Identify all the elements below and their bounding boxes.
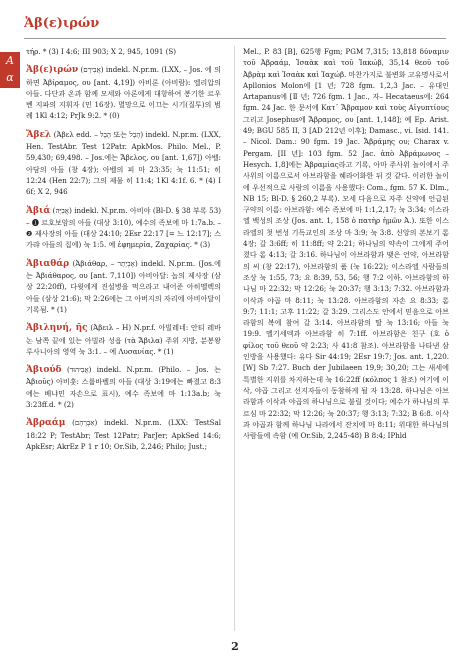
dictionary-entry xyxy=(26,64,221,121)
section-tab-upper: A xyxy=(6,54,14,67)
entry-headword: Ἄβελ xyxy=(26,129,52,140)
dictionary-entry xyxy=(26,322,221,357)
dictionary-entry xyxy=(26,129,221,198)
dictionary-entry xyxy=(26,417,221,452)
entry-headword: Ἀβιληνή, ῆς xyxy=(26,323,88,334)
entry-text: (Ἀβιάθαρ, – אֶבְיָתָר) indekl. N.pr.m. (Jos.에는 Ἀβιάθαρος, ου [ant. 7,110]) 아비아달: 놉의 제사장 (삼상 22:20ff), 다윗에게 진설병을 먹으라고 내어준 아히멜렉의 아들 (삼상 21:6); 막 2:26에는 그 아버지의 자리에 아비아달이 기록됨. * (1) xyxy=(26,258,221,314)
dictionary-entry xyxy=(26,46,221,57)
entry-text: (Ἀβειλ – H) N.pr.f. 아빌레네: 안티 레바논 남쪽 끝에 있는 아빌라 성읍 (τὰ Ἄβιλα) 주위 지방, 분봉왕 루사니아의 영역 눅 3:1. – 예 Λυσανίας. * (1) xyxy=(26,323,221,356)
dictionary-entry xyxy=(26,364,221,410)
section-tab-lower: α xyxy=(6,71,14,84)
entry-text: (Ἀβελ edd. – הֶבֶל 또는 הָבֶל) indekl. N.pr.m. (LXX, Hen. TestAbr. Test 12Patr. ApkMos. Philo. Mel., P. 59,430; 69,498. – Jos.에는 Ἄβελος, ου [ant. 1,67]) 아벨: 아담의 아들 (창 4장); 아벨의 피 마 23:35; 눅 11:51; 히 12:24 (Hen 22:7); 그의 제물 히 11:4; 1Kl 4:1f. 6. * (4) I 6f; X 2, 946 xyxy=(26,129,221,197)
entry-headword: Ἀβιαθάρ xyxy=(26,258,70,269)
entry-text: (אֲבִיהוּד) indekl. N.pr.m. (Philo. – Jos. 는 Ἀβιοῦς) 아비훗: 스룹바벨의 아들 (대상 3:19에는 빠졌고 8:3에는 베냐민 자손으로 표시), 예수 족보에 마 1:13a.b; 눅 3:23ff.d. * (2) xyxy=(26,365,221,410)
entry-headword: Ἀβραάμ xyxy=(26,418,66,429)
dictionary-entry xyxy=(26,205,221,251)
dictionary-entry xyxy=(26,258,221,315)
entry-headword: Ἀβ(ε)ιρών xyxy=(26,65,79,76)
entry-headword: Ἀβιά xyxy=(26,205,51,216)
left-column xyxy=(26,46,221,459)
entry-text: (אַבְרָהָם) indekl. N.pr.m. (LXX: TestSal 18:22 P; TestAbr; Test 12Patr; ParJer; ApkSed 14:6; ApkEsr; AkrEz P 1 r 10; Or.Sib, 2,246; Philo; Just.; xyxy=(26,418,221,451)
running-head: Ἀβ(ε)ιρών xyxy=(24,16,100,31)
section-tab xyxy=(0,52,20,88)
page-number: 2 xyxy=(231,640,239,653)
column-divider xyxy=(234,46,235,631)
dictionary-entry xyxy=(243,46,449,441)
right-column xyxy=(243,46,449,448)
entry-text: (אֲבִירָם) indekl. N.pr.m. (LXX, – Jos. 에 의하면 Ἀβίραμος, ου [ant. 4,19]) 아비론 (아비람): 엘리압의 아들. 다단과 온과 함께 모세와 아론에게 대항하여 봉기한 르우벤 지파의 지휘자 (민 16장). 멸망으로 이끄는 시기(질투)의 범례 1Kl 4:12; PrJk 9:2. * (0) xyxy=(26,65,221,121)
entry-text: (אֲבִיָּה) indekl. N.pr.m. 아비야 (Bl-D. § 38 부록 53) – ❶ 르호보암의 아들 (대상 3:10), 예수의 족보에 마 1:7a.b. – ❷ 제사장의 아들 (대상 24:10; 2Esr 22:17 [= 느 12:17]; 스가랴 아들의 집에) 눅 1:5. 예 ἐφημερία, Ζαχαρίας. * (3) xyxy=(26,205,221,250)
entry-text: τήρ. * (3) I 4:6; III 903; X 2, 945, 1091 (S) xyxy=(26,47,177,56)
header-rule xyxy=(24,38,446,39)
entry-text: Mel., P. 83 [B], 625행 Fgm; PGM 7,315; 13,818 δύναμιν τοῦ Ἀβραάμ, Ἰσαὰκ καὶ τοῦ Ἰακώβ, 35,14 θεοῦ τοῦ Ἀβρὰμ καὶ Ἰσαὰκ καὶ Ἰαχώβ. 마찬가지로 불변화 고유명사로서 Apllonios Molon에 [1 년; 728 fgm. 1,2,3 Jac. – 유대인 Artapanus에 [Ⅱ 년; 726 fgm. 1 Jac., 자– Hecataeus에: 264 fgm. 24 Jac. 한 문서에 Κατ᾽ Ἄβραμον καὶ τοὺς Αἰγυπτίους 그리고 Josephus에 Ἄβραμος, ου [ant. 1,148]; 예 Ep. Arist. 49; BGU 585 II, 3 [AD 212년 이후]; Damasc., vi. Isid. 141. – Nicol. Dam.: 90 fgm. 19 Jac. Ἄβράμης ου; Charax v. Pergam. [II 년]: 103 fgm. 52 Jac. ἀπὸ Ἀβράμωνος – Hesych. 1,8]에는 Ἀβραμίας라고 기록, 아마 주사위 놀이에서 주사위의 이름으로서 아브라함을 혜라어화한 뒤 것 같다. 이러한 놀이에 우선적으로 사람의 이름을 사용했다: Com., fgm. 57 K. Dlm., NB 15; Bl-D. § 260,2 부록). 모세 다음으로 자주 신약에 언급된 구약의 이름: 아브라함: 예수 족보에 마 1:1,2,17; 눅 3:34; 이스라엘 백성의 조상 (Jos. ant. 1, 158 ὁ πατὴρ ἡμῶν Ἀ.). 또한 이스라엘의 첫 번성 기독교인의 조상 마 3:9; 눅 3:8. 신앙의 본보기 롬 4장; 갈 3:6ff; 히 11:8ff; 약 2:21; 하나님의 약속이 그에게 주어졌다 롬 4:13; 갈 3:16. 하나님이 아브라함과 맺은 언약, 아브라함의 씨 (창 22:17), 아브라함의 품 (눅 16:22); 이스라엘 사람들의 조상 눅 1:55, 73; 요 8:39, 53, 56; 행 7:2 이하. 아브라함의 하나님 마 22:32; 막 12:26; 눅 20:37; 행 3:13; 7:32. 아브라함과 이삭과 야곱 마 8:11; 눅 13:28. 아브라함의 자손 요 8:33; 롬 9:7; 11:1; 고후 11:22; 갈 3:29. 그리스도 안에서 믿음으로 아브라함의 복에 참여 갈 3:14. 아브라함의 딸 눅 13:16; 아들 눅 19:9. 멜기세덱과 아브라함 히 7:1ff. 아브라함은 친구 (호 ὁ φίλος τοῦ θεοῦ 약 2:23; 사 41:8 참조). 아브라함을 나타낸 삼인방을 사용했다: 유다 Sir 44:19; 2Esr 19:7; Jos. ant. 1,220. [W] Sb 7:27. Buch der Jubilaeen 19,9; 30,20; 그는 새세에 특별한 지위를 차지하는데 눅 16:22ff (κόλπος 1 참조) 여기에 이삭, 야곱 그리고 선지자들이 동참하게 될 자 13:28. 하나님은 아브라함과 이삭과 야곱의 하나님으로 불릴 것이다; 예수가 하나님의 부르심 마 22:32; 막 12:26; 눅 20:37; 행 3:13; 7:32; B 6:8. 이삭과 야곱과 함께 하나님 나라에서 잔치에 마 8:11; 위대한 하나님의 사람들에 속함 (예 Or.Sib, 2,245-48) B 8:4; IPhld xyxy=(243,47,450,441)
entry-headword: Ἀβιούδ xyxy=(26,365,62,376)
